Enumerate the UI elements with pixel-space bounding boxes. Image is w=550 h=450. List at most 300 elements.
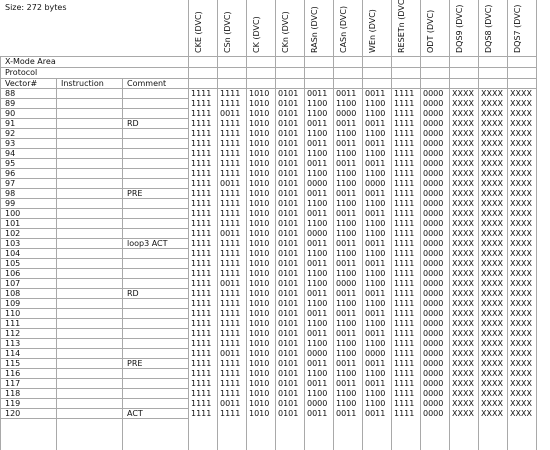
signal-value: XXXX (481, 189, 503, 198)
signal-value: 1100 (365, 169, 386, 178)
signal-value: 1100 (307, 369, 328, 378)
signal-value: 1111 (394, 389, 415, 398)
signal-value: 0011 (365, 239, 386, 248)
signal-header: WEn (DVC) (368, 9, 377, 53)
vector-number: 91 (5, 119, 16, 128)
signal-value: XXXX (452, 109, 474, 118)
signal-value: XXXX (452, 259, 474, 268)
vector-number: 110 (5, 309, 21, 318)
signal-value: 1111 (191, 209, 212, 218)
signal-value: XXXX (452, 239, 474, 248)
signal-value: XXXX (452, 89, 474, 98)
signal-value: XXXX (481, 339, 503, 348)
signal-value: 0101 (278, 409, 299, 418)
signal-value: XXXX (510, 219, 532, 228)
signal-header: RASn (DVC) (310, 6, 319, 53)
signal-value: 1010 (249, 149, 270, 158)
signal-value: XXXX (452, 339, 474, 348)
signal-value: 0011 (336, 409, 357, 418)
signal-value: 1111 (394, 289, 415, 298)
signal-value: XXXX (481, 119, 503, 128)
signal-value: XXXX (481, 149, 503, 158)
signal-value: 1111 (191, 119, 212, 128)
signal-value: 1100 (336, 369, 357, 378)
signal-value: 1100 (365, 219, 386, 228)
signal-value: 0000 (307, 179, 328, 188)
signal-value: 0011 (307, 329, 328, 338)
signal-value: 1100 (307, 299, 328, 308)
signal-value: XXXX (481, 249, 503, 258)
signal-value: 1010 (249, 269, 270, 278)
signal-value: 1111 (220, 159, 241, 168)
signal-value: XXXX (452, 329, 474, 338)
vector-number: 100 (5, 209, 21, 218)
signal-header: RESETn (DVC (397, 0, 406, 53)
signal-value: 1111 (394, 339, 415, 348)
signal-value: 1111 (394, 189, 415, 198)
signal-value: 1010 (249, 319, 270, 328)
signal-value: 0011 (220, 349, 241, 358)
signal-value: XXXX (452, 189, 474, 198)
signal-value: 0000 (423, 219, 444, 228)
signal-value: 1111 (191, 109, 212, 118)
signal-value: 0101 (278, 379, 299, 388)
signal-value: 0101 (278, 359, 299, 368)
signal-value: 1010 (249, 369, 270, 378)
signal-value: 1100 (365, 249, 386, 258)
signal-value: 1100 (336, 99, 357, 108)
signal-value: 1010 (249, 129, 270, 138)
signal-value: XXXX (452, 349, 474, 358)
signal-value: 0011 (336, 119, 357, 128)
signal-value: XXXX (481, 399, 503, 408)
signal-value: 1100 (336, 219, 357, 228)
signal-value: XXXX (481, 229, 503, 238)
vector-number: 114 (5, 349, 21, 358)
signal-value: 0000 (423, 319, 444, 328)
signal-value: 0011 (365, 159, 386, 168)
signal-value: 1111 (220, 119, 241, 128)
signal-value: 1111 (191, 139, 212, 148)
comment-cell: RD (127, 289, 139, 298)
signal-value: XXXX (510, 259, 532, 268)
signal-value: XXXX (510, 409, 532, 418)
signal-value: 1100 (307, 249, 328, 258)
vector-number: 98 (5, 189, 16, 198)
signal-value: 1100 (307, 219, 328, 228)
vector-number: 104 (5, 249, 21, 258)
signal-value: XXXX (452, 319, 474, 328)
signal-value: XXXX (452, 279, 474, 288)
signal-value: 1111 (191, 309, 212, 318)
signal-value: XXXX (452, 159, 474, 168)
signal-value: 1111 (191, 219, 212, 228)
signal-value: XXXX (510, 159, 532, 168)
signal-value: 1111 (394, 139, 415, 148)
signal-value: 1111 (220, 89, 241, 98)
signal-value: XXXX (510, 339, 532, 348)
signal-value: 1100 (365, 339, 386, 348)
signal-value: 0101 (278, 129, 299, 138)
signal-value: XXXX (510, 129, 532, 138)
vector-number: 97 (5, 179, 16, 188)
signal-value: XXXX (481, 369, 503, 378)
signal-value: 1010 (249, 209, 270, 218)
signal-value: XXXX (481, 349, 503, 358)
signal-value: 0000 (423, 339, 444, 348)
vector-number: 119 (5, 399, 21, 408)
signal-value: 1010 (249, 159, 270, 168)
signal-value: XXXX (510, 279, 532, 288)
signal-value: 0011 (336, 239, 357, 248)
signal-value: 1111 (394, 239, 415, 248)
signal-value: 1111 (394, 309, 415, 318)
signal-value: 0000 (423, 159, 444, 168)
signal-value: 1111 (394, 169, 415, 178)
signal-value: 0000 (423, 119, 444, 128)
signal-value: XXXX (452, 179, 474, 188)
signal-value: 1111 (394, 209, 415, 218)
signal-value: 0011 (220, 229, 241, 238)
vector-number: 120 (5, 409, 21, 418)
signal-value: XXXX (510, 399, 532, 408)
vector-number: 92 (5, 129, 16, 138)
signal-value: 0011 (336, 189, 357, 198)
signal-value: 1111 (394, 199, 415, 208)
signal-value: 1111 (394, 99, 415, 108)
signal-value: 0011 (307, 289, 328, 298)
comment-cell: PRE (127, 189, 143, 198)
signal-value: 1010 (249, 219, 270, 228)
vector-number: 89 (5, 99, 16, 108)
signal-value: XXXX (510, 179, 532, 188)
signal-value: 0011 (336, 259, 357, 268)
signal-value: 1100 (307, 99, 328, 108)
signal-value: XXXX (510, 89, 532, 98)
signal-value: 1111 (220, 409, 241, 418)
signal-value: 0011 (336, 329, 357, 338)
signal-value: 0011 (336, 159, 357, 168)
signal-value: XXXX (481, 309, 503, 318)
signal-value: 1111 (220, 389, 241, 398)
signal-value: 0101 (278, 179, 299, 188)
signal-value: 1100 (336, 169, 357, 178)
signal-value: 0011 (307, 189, 328, 198)
signal-value: 1010 (249, 349, 270, 358)
signal-value: 1111 (191, 379, 212, 388)
signal-value: XXXX (452, 219, 474, 228)
signal-value: 1100 (307, 269, 328, 278)
signal-value: 1010 (249, 259, 270, 268)
signal-value: XXXX (452, 369, 474, 378)
signal-value: 1111 (191, 329, 212, 338)
signal-value: XXXX (452, 399, 474, 408)
signal-value: XXXX (481, 109, 503, 118)
signal-value: 0101 (278, 289, 299, 298)
signal-header: CKn (DVC) (281, 11, 290, 53)
signal-value: 1100 (365, 129, 386, 138)
signal-value: 1111 (220, 289, 241, 298)
signal-value: XXXX (510, 209, 532, 218)
signal-value: 1111 (220, 219, 241, 228)
signal-value: XXXX (452, 199, 474, 208)
signal-value: XXXX (481, 329, 503, 338)
signal-value: 1111 (394, 329, 415, 338)
signal-value: XXXX (481, 99, 503, 108)
signal-value: 1010 (249, 249, 270, 258)
vector-number: 107 (5, 279, 21, 288)
vector-number: 99 (5, 199, 16, 208)
signal-value: 1100 (365, 149, 386, 158)
signal-value: 1100 (365, 109, 386, 118)
xmode-area-label: X-Mode Area (5, 57, 56, 66)
signal-value: 1111 (191, 279, 212, 288)
signal-value: 0101 (278, 209, 299, 218)
signal-value: 0000 (423, 389, 444, 398)
signal-value: 0000 (336, 279, 357, 288)
signal-value: 1010 (249, 99, 270, 108)
signal-value: 1111 (191, 179, 212, 188)
signal-value: 1100 (365, 319, 386, 328)
signal-value: 1100 (365, 99, 386, 108)
signal-value: 0000 (307, 399, 328, 408)
signal-value: XXXX (510, 299, 532, 308)
signal-value: 0101 (278, 199, 299, 208)
signal-value: 1111 (394, 319, 415, 328)
signal-value: XXXX (481, 319, 503, 328)
signal-value: 0101 (278, 279, 299, 288)
vector-number: 105 (5, 259, 21, 268)
signal-value: 0011 (220, 109, 241, 118)
signal-value: 1111 (191, 149, 212, 158)
signal-value: 0000 (336, 109, 357, 118)
vector-number: 108 (5, 289, 21, 298)
signal-value: 1111 (394, 279, 415, 288)
signal-value: 0101 (278, 239, 299, 248)
signal-value: 1111 (191, 259, 212, 268)
signal-value: 1111 (191, 339, 212, 348)
signal-value: XXXX (481, 199, 503, 208)
comment-cell: ACT (127, 409, 143, 418)
signal-value: 1100 (336, 229, 357, 238)
signal-value: XXXX (452, 269, 474, 278)
signal-value: 0101 (278, 89, 299, 98)
signal-value: XXXX (510, 119, 532, 128)
signal-value: 0101 (278, 269, 299, 278)
signal-value: 0101 (278, 219, 299, 228)
signal-value: XXXX (481, 299, 503, 308)
comment-cell: RD (127, 119, 139, 128)
signal-value: XXXX (510, 319, 532, 328)
signal-value: 0011 (365, 209, 386, 218)
signal-value: XXXX (510, 189, 532, 198)
signal-value: 0011 (365, 89, 386, 98)
signal-value: 0101 (278, 159, 299, 168)
signal-value: 0000 (423, 329, 444, 338)
signal-value: XXXX (510, 379, 532, 388)
signal-value: XXXX (510, 289, 532, 298)
signal-value: 1111 (191, 89, 212, 98)
signal-value: 1111 (191, 389, 212, 398)
signal-value: 1111 (220, 299, 241, 308)
signal-value: 0011 (307, 209, 328, 218)
signal-value: 1010 (249, 199, 270, 208)
signal-value: 0101 (278, 139, 299, 148)
signal-value: 1100 (307, 129, 328, 138)
signal-value: 1111 (191, 349, 212, 358)
signal-value: 0011 (336, 359, 357, 368)
signal-value: 1111 (394, 229, 415, 238)
signal-value: 0000 (423, 289, 444, 298)
signal-value: 0000 (365, 179, 386, 188)
signal-value: 1111 (394, 249, 415, 258)
signal-value: 1111 (220, 249, 241, 258)
signal-value: 0000 (423, 349, 444, 358)
protocol-label: Protocol (5, 68, 38, 77)
vector-number: 102 (5, 229, 21, 238)
signal-value: 0101 (278, 319, 299, 328)
signal-value: XXXX (452, 299, 474, 308)
signal-value: XXXX (481, 389, 503, 398)
signal-value: 0000 (365, 349, 386, 358)
signal-header: DQS8 (DVC) (484, 4, 493, 53)
signal-header: CASn (DVC) (339, 5, 348, 53)
signal-value: 0000 (423, 169, 444, 178)
signal-value: 0011 (365, 329, 386, 338)
signal-value: 1010 (249, 389, 270, 398)
signal-value: 1100 (336, 339, 357, 348)
signal-value: XXXX (452, 149, 474, 158)
comment-cell: loop3 ACT (127, 239, 168, 248)
vector-number: 106 (5, 269, 21, 278)
signal-value: 1100 (336, 269, 357, 278)
signal-value: 1111 (191, 319, 212, 328)
signal-value: 0011 (365, 359, 386, 368)
signal-value: XXXX (510, 199, 532, 208)
vector-number: 112 (5, 329, 21, 338)
signal-value: XXXX (510, 169, 532, 178)
signal-value: XXXX (510, 149, 532, 158)
signal-value: 1111 (394, 159, 415, 168)
signal-value: 0011 (220, 179, 241, 188)
signal-value: 1100 (307, 319, 328, 328)
signal-value: 1100 (365, 399, 386, 408)
signal-header: CKE (DVC) (194, 11, 203, 53)
signal-value: 0101 (278, 99, 299, 108)
signal-value: 0101 (278, 349, 299, 358)
signal-value: XXXX (452, 99, 474, 108)
signal-value: 1010 (249, 119, 270, 128)
signal-value: 1010 (249, 89, 270, 98)
signal-value: 1010 (249, 139, 270, 148)
signal-value: 0011 (336, 379, 357, 388)
signal-value: 1111 (191, 199, 212, 208)
signal-value: 1100 (307, 149, 328, 158)
signal-value: 1010 (249, 309, 270, 318)
signal-value: 0011 (365, 259, 386, 268)
signal-value: XXXX (510, 139, 532, 148)
signal-header: ODT (DVC) (426, 9, 435, 53)
signal-value: XXXX (481, 279, 503, 288)
signal-value: 0011 (307, 159, 328, 168)
vector-number: 101 (5, 219, 21, 228)
signal-value: XXXX (452, 309, 474, 318)
signal-value: 1100 (336, 399, 357, 408)
signal-value: XXXX (481, 179, 503, 188)
signal-value: 1111 (394, 359, 415, 368)
signal-value: 1111 (220, 139, 241, 148)
signal-value: 1100 (336, 389, 357, 398)
signal-value: 1010 (249, 169, 270, 178)
signal-value: 0000 (423, 399, 444, 408)
signal-value: 1010 (249, 279, 270, 288)
signal-header: CK (DVC) (252, 16, 261, 53)
signal-value: 1111 (394, 269, 415, 278)
signal-value: XXXX (481, 379, 503, 388)
signal-value: 1010 (249, 409, 270, 418)
signal-value: 1010 (249, 379, 270, 388)
signal-value: XXXX (510, 249, 532, 258)
signal-value: 0000 (423, 149, 444, 158)
signal-value: 1100 (307, 169, 328, 178)
signal-value: 0000 (423, 99, 444, 108)
signal-value: 1111 (394, 149, 415, 158)
signal-value: 1100 (365, 279, 386, 288)
signal-value: 0011 (365, 309, 386, 318)
signal-value: 0011 (336, 309, 357, 318)
signal-value: 1010 (249, 189, 270, 198)
signal-value: 1111 (191, 239, 212, 248)
signal-value: 0011 (365, 289, 386, 298)
signal-value: 1111 (220, 169, 241, 178)
vector-number: 117 (5, 379, 21, 388)
signal-value: 0000 (423, 379, 444, 388)
signal-value: 1111 (191, 409, 212, 418)
signal-value: 0000 (423, 209, 444, 218)
signal-value: XXXX (481, 409, 503, 418)
signal-value: XXXX (510, 99, 532, 108)
signal-value: 1111 (220, 239, 241, 248)
signal-value: 0101 (278, 149, 299, 158)
comment-cell: PRE (127, 359, 143, 368)
signal-value: XXXX (481, 359, 503, 368)
signal-value: 1111 (220, 189, 241, 198)
signal-value: 0101 (278, 249, 299, 258)
signal-value: 1010 (249, 109, 270, 118)
signal-value: 1100 (365, 389, 386, 398)
signal-value: 1100 (336, 319, 357, 328)
signal-value: 1111 (220, 259, 241, 268)
signal-value: 0101 (278, 329, 299, 338)
signal-value: 0000 (423, 239, 444, 248)
signal-value: 0000 (423, 299, 444, 308)
signal-value: 1010 (249, 289, 270, 298)
signal-value: 0000 (423, 179, 444, 188)
signal-value: XXXX (452, 289, 474, 298)
vector-number: 95 (5, 159, 16, 168)
signal-value: 1100 (365, 369, 386, 378)
signal-value: XXXX (452, 409, 474, 418)
signal-value: XXXX (510, 329, 532, 338)
signal-value: 0000 (307, 349, 328, 358)
signal-value: 0101 (278, 339, 299, 348)
signal-value: 0011 (365, 379, 386, 388)
signal-value: 1100 (336, 149, 357, 158)
signal-value: 0011 (307, 409, 328, 418)
vector-number: 88 (5, 89, 16, 98)
vector-number: 113 (5, 339, 21, 348)
signal-value: 0011 (307, 309, 328, 318)
